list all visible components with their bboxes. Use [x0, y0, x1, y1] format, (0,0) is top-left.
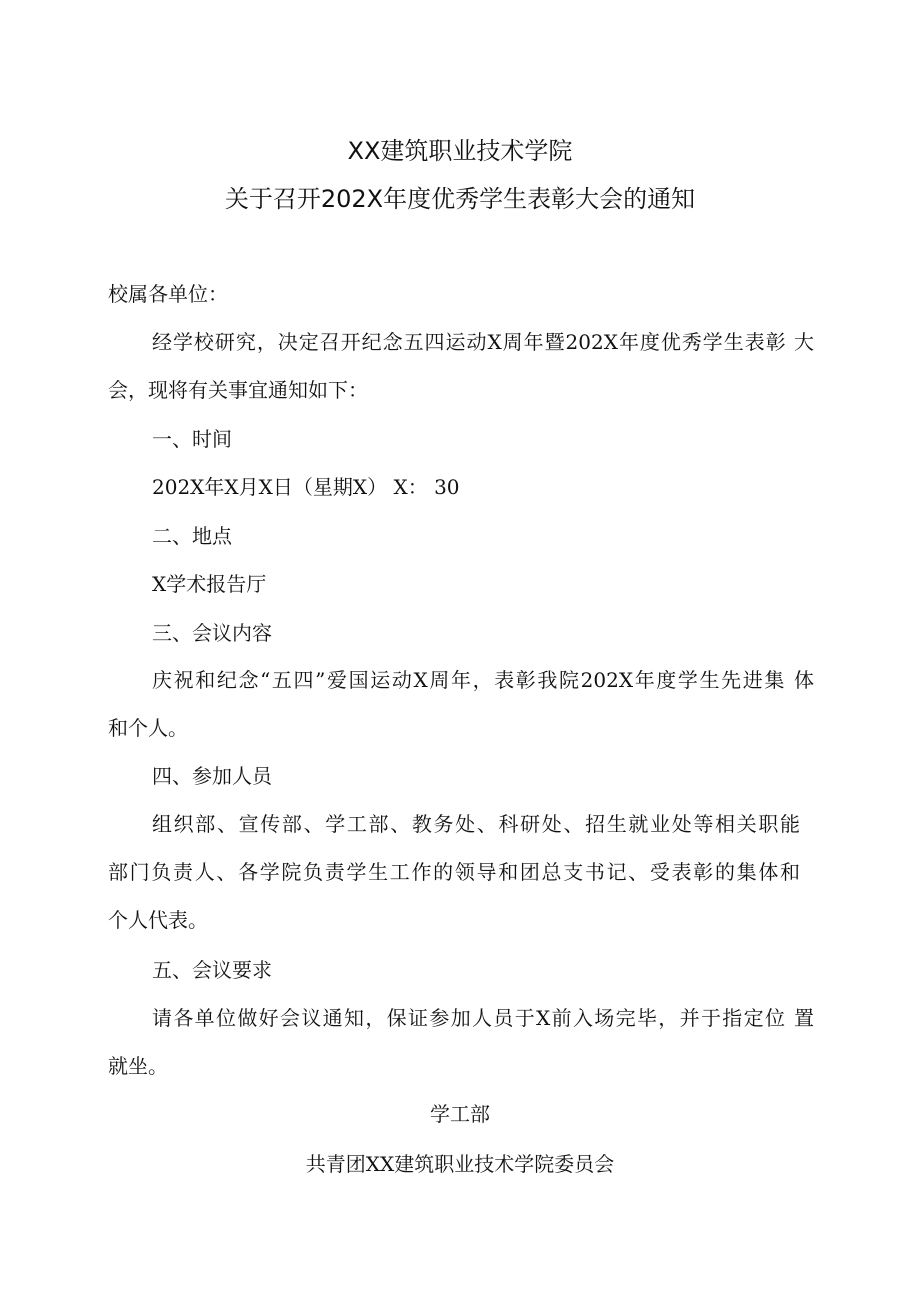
section-requirements-line-1: 请各单位做好会议通知，保证参加人员于X前入场完毕，并于指定位 置 [152, 1006, 814, 1030]
signature-dept: 学工部 [430, 1102, 490, 1126]
section-location-value: X学术报告厅 [152, 572, 267, 596]
document-title-line-2: 关于召开202X年度优秀学生表彰大会的通知 [224, 185, 696, 213]
salutation: 校属各单位： [108, 282, 228, 306]
section-attendees-line-2: 部门负责人、各学院负责学生工作的领导和团总支书记、受表彰的集体和 [108, 860, 800, 884]
section-heading-attendees: 四、参加人员 [152, 764, 272, 788]
section-attendees-line-3: 个人代表。 [108, 908, 208, 932]
section-heading-requirements: 五、会议要求 [152, 958, 272, 982]
section-heading-time: 一、时间 [152, 427, 232, 451]
intro-line-1: 经学校研究，决定召开纪念五四运动X周年暨202X年度优秀学生表彰 大 [152, 330, 814, 354]
section-heading-content: 三、会议内容 [152, 621, 272, 645]
section-content-line-2: 和个人。 [108, 716, 188, 740]
section-requirements-line-2: 就坐。 [108, 1054, 168, 1078]
section-time-value: 202X年X月X日（星期X） X： 30 [152, 475, 460, 499]
section-content-line-1: 庆祝和纪念“五四”爱国运动X周年，表彰我院202X年度学生先进集 体 [152, 668, 814, 692]
intro-line-2: 会，现将有关事宜通知如下： [108, 378, 368, 402]
signature-committee: 共青团XX建筑职业技术学院委员会 [305, 1152, 615, 1176]
section-attendees-line-1: 组织部、宣传部、学工部、教务处、科研处、招生就业处等相关职能 [152, 812, 800, 836]
document-title-line-1: XX建筑职业技术学院 [347, 137, 573, 165]
section-heading-location: 二、地点 [152, 524, 232, 548]
